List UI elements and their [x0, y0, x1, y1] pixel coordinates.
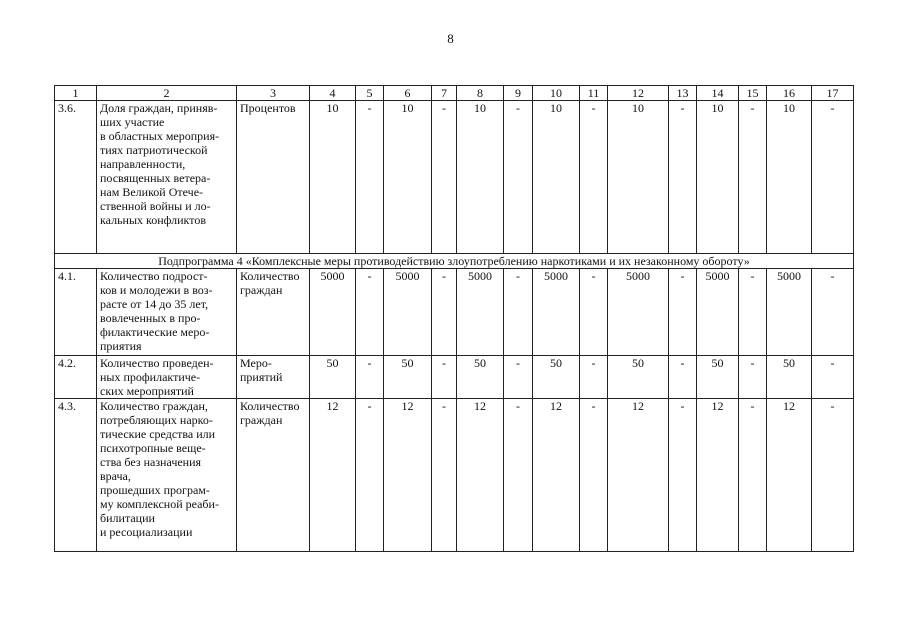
- value-cell-col-17: -: [812, 101, 854, 254]
- value-cell-col-10: 12: [533, 399, 580, 552]
- unit-of-measure: [237, 101, 310, 254]
- table-row: [55, 269, 854, 356]
- value-cell-col-7: -: [432, 399, 457, 552]
- indicator-name-line: тиях патриотической: [100, 143, 208, 157]
- indicator-name-line: приятия: [100, 339, 142, 353]
- indicator-name-line: врача,: [100, 469, 131, 483]
- value-cell-col-6: 5000: [384, 269, 432, 356]
- indicator-name-line: и ресоциализации: [100, 525, 193, 539]
- indicator-name-line: прошедших програм-: [100, 483, 210, 497]
- indicator-name: [97, 101, 237, 254]
- indicator-name-line: ства без назначения: [100, 455, 202, 469]
- value-cell-col-15: -: [739, 356, 767, 399]
- indicator-name-line: Доля граждан, приняв-: [100, 101, 218, 115]
- subprogram-title: Подпрограмма 4 «Комплексные меры противодействию злоупотреблению наркотиками и их незаконному обороту»: [55, 254, 854, 269]
- unit-of-measure: [237, 269, 310, 356]
- value-cell-col-16: 50: [767, 356, 812, 399]
- indicator-name: [97, 399, 237, 552]
- header-cell-10: 10: [533, 86, 580, 101]
- indicator-name-line: ков и молодежи в воз-: [100, 283, 213, 297]
- header-cell-4: 4: [310, 86, 356, 101]
- value-cell-col-5: -: [356, 356, 384, 399]
- value-cell-col-8: 10: [457, 101, 504, 254]
- header-cell-9: 9: [504, 86, 533, 101]
- indicator-name-line: в областных мероприя-: [100, 129, 220, 143]
- value-cell-col-14: 50: [697, 356, 739, 399]
- page-number: 8: [447, 31, 454, 46]
- row-number: 3.6.: [55, 101, 97, 254]
- indicator-name-line: ных профилактиче-: [100, 370, 201, 384]
- value-cell-col-7: -: [432, 269, 457, 356]
- header-cell-5: 5: [356, 86, 384, 101]
- value-cell-col-5: -: [356, 269, 384, 356]
- value-cell-col-9: -: [504, 101, 533, 254]
- value-cell-col-5: -: [356, 101, 384, 254]
- row-number: 4.1.: [55, 269, 97, 356]
- indicator-name-line: расте от 14 до 35 лет,: [100, 297, 209, 311]
- unit-line: граждан: [240, 413, 283, 427]
- header-cell-8: 8: [457, 86, 504, 101]
- header-cell-3: 3: [237, 86, 310, 101]
- unit-line: Количество: [240, 269, 300, 283]
- indicator-name-line: кальных конфликтов: [100, 213, 206, 227]
- value-cell-col-8: 50: [457, 356, 504, 399]
- value-cell-col-9: -: [504, 356, 533, 399]
- value-cell-col-4: 12: [310, 399, 356, 552]
- subprogram-row: [55, 254, 854, 269]
- value-cell-col-17: -: [812, 269, 854, 356]
- unit-of-measure: [237, 356, 310, 399]
- value-cell-col-12: 5000: [608, 269, 669, 356]
- value-cell-col-14: 12: [697, 399, 739, 552]
- table-row: [55, 356, 854, 399]
- value-cell-col-6: 10: [384, 101, 432, 254]
- value-cell-col-15: -: [739, 101, 767, 254]
- value-cell-col-7: -: [432, 101, 457, 254]
- value-cell-col-9: -: [504, 399, 533, 552]
- value-cell-col-13: -: [669, 101, 697, 254]
- unit-line: приятий: [240, 370, 283, 384]
- value-cell-col-17: -: [812, 399, 854, 552]
- value-cell-col-14: 5000: [697, 269, 739, 356]
- value-cell-col-17: -: [812, 356, 854, 399]
- table-row: [55, 399, 854, 552]
- value-cell-col-13: -: [669, 399, 697, 552]
- unit-line: Количество: [240, 399, 300, 413]
- value-cell-col-8: 12: [457, 399, 504, 552]
- value-cell-col-16: 12: [767, 399, 812, 552]
- table-row: [55, 101, 854, 254]
- header-cell-13: 13: [669, 86, 697, 101]
- value-cell-col-11: -: [580, 269, 608, 356]
- unit-line: Меро-: [240, 356, 272, 370]
- value-cell-col-12: 10: [608, 101, 669, 254]
- value-cell-col-11: -: [580, 399, 608, 552]
- header-cell-16: 16: [767, 86, 812, 101]
- value-cell-col-5: -: [356, 399, 384, 552]
- value-cell-col-10: 50: [533, 356, 580, 399]
- value-cell-col-4: 50: [310, 356, 356, 399]
- value-cell-col-10: 10: [533, 101, 580, 254]
- indicator-name-line: ственной войны и ло-: [100, 199, 211, 213]
- value-cell-col-11: -: [580, 101, 608, 254]
- indicator-name-line: ских мероприятий: [100, 384, 194, 398]
- value-cell-col-12: 12: [608, 399, 669, 552]
- value-cell-col-10: 5000: [533, 269, 580, 356]
- indicator-name-line: направленности,: [100, 157, 186, 171]
- value-cell-col-9: -: [504, 269, 533, 356]
- indicator-name: [97, 269, 237, 356]
- header-cell-1: 1: [55, 86, 97, 101]
- value-cell-col-8: 5000: [457, 269, 504, 356]
- value-cell-col-14: 10: [697, 101, 739, 254]
- header-cell-11: 11: [580, 86, 608, 101]
- header-cell-17: 17: [812, 86, 854, 101]
- header-cell-6: 6: [384, 86, 432, 101]
- header-cell-15: 15: [739, 86, 767, 101]
- indicator-name-line: ших участие: [100, 115, 165, 129]
- value-cell-col-15: -: [739, 399, 767, 552]
- indicators-table: [54, 85, 854, 552]
- header-cell-7: 7: [432, 86, 457, 101]
- indicator-name-line: билитации: [100, 511, 155, 525]
- value-cell-col-11: -: [580, 356, 608, 399]
- value-cell-col-12: 50: [608, 356, 669, 399]
- value-cell-col-7: -: [432, 356, 457, 399]
- row-number: 4.3.: [55, 399, 97, 552]
- indicator-name-line: посвященных ветера-: [100, 171, 211, 185]
- indicator-name-line: Количество граждан,: [100, 399, 208, 413]
- value-cell-col-6: 12: [384, 399, 432, 552]
- indicator-name-line: психотропные веще-: [100, 441, 206, 455]
- unit-of-measure: [237, 399, 310, 552]
- indicator-name-line: тические средства или: [100, 427, 216, 441]
- unit-line: граждан: [240, 283, 283, 297]
- value-cell-col-4: 5000: [310, 269, 356, 356]
- value-cell-col-4: 10: [310, 101, 356, 254]
- indicator-name-line: Количество проведен-: [100, 356, 214, 370]
- indicator-name-line: филактические меро-: [100, 325, 210, 339]
- value-cell-col-15: -: [739, 269, 767, 356]
- value-cell-col-16: 10: [767, 101, 812, 254]
- value-cell-col-6: 50: [384, 356, 432, 399]
- value-cell-col-13: -: [669, 269, 697, 356]
- unit-line: Процентов: [240, 101, 296, 115]
- indicator-name-line: Количество подрост-: [100, 269, 208, 283]
- indicator-name: [97, 356, 237, 399]
- value-cell-col-16: 5000: [767, 269, 812, 356]
- header-cell-14: 14: [697, 86, 739, 101]
- row-number: 4.2.: [55, 356, 97, 399]
- indicator-name-line: нам Великой Отече-: [100, 185, 204, 199]
- table-header-row: [55, 86, 854, 101]
- indicator-name-line: вовлеченных в про-: [100, 311, 201, 325]
- indicator-name-line: потребляющих нарко-: [100, 413, 213, 427]
- header-cell-12: 12: [608, 86, 669, 101]
- value-cell-col-13: -: [669, 356, 697, 399]
- indicator-name-line: му комплексной реаби-: [100, 497, 219, 511]
- header-cell-2: 2: [97, 86, 237, 101]
